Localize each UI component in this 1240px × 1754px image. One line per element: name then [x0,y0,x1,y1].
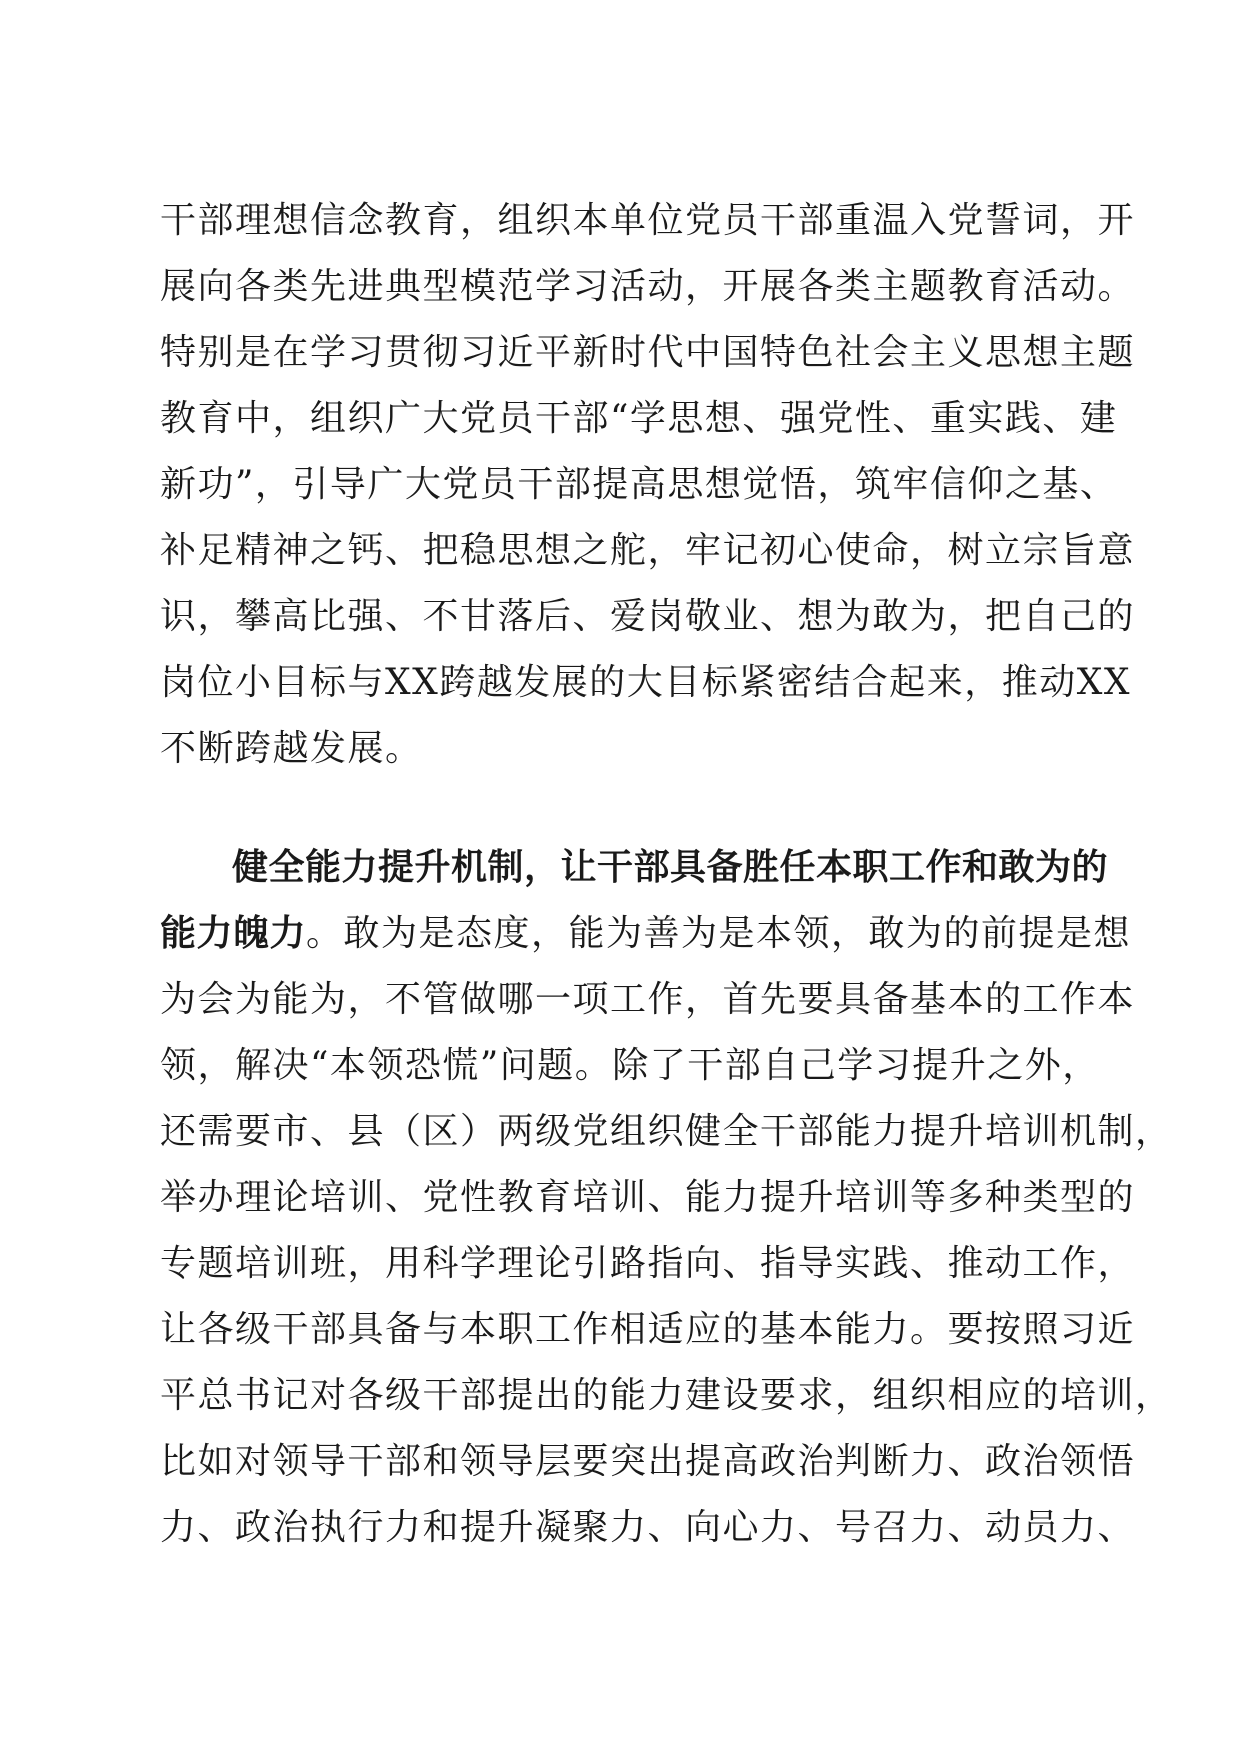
paragraph-1-line: 干部理想信念教育，组织本单位党员干部重温入党誓词，开 [160,200,1136,241]
paragraph-1-line: 特别是在学习贯彻习近平新时代中国特色社会主义思想主题 [160,332,1136,373]
paragraph-2-line: 让各级干部具备与本职工作相适应的基本能力。要按照习近 [160,1309,1136,1350]
section-heading-continued: 能力魄力 [160,913,307,954]
paragraph-1 [160,188,1136,782]
paragraph-1-line: 教育中，组织广大党员干部“学思想、强党性、重实践、建 [160,398,1118,439]
paragraph-1-line: 补足精神之钙、把稳思想之舵，牢记初心使命，树立宗旨意 [160,530,1136,571]
paragraph-2-line: 专题培训班，用科学理论引路指向、指导实践、推动工作， [160,1243,1136,1284]
paragraph-2-line: 为会为能为，不管做哪一项工作，首先要具备基本的工作本 [160,979,1136,1020]
paragraph-2 [160,835,1173,1561]
paragraph-1-line: 展向各类先进典型模范学习活动，开展各类主题教育活动。 [160,266,1136,307]
paragraph-2-line: 平总书记对各级干部提出的能力建设要求，组织相应的培训， [160,1375,1173,1416]
paragraph-2-second-line [160,901,1132,967]
paragraph-2-body-start: 。敢为是态度，能为善为是本领，敢为的前提是想 [306,913,1132,954]
paragraph-2-first-line [160,835,1109,901]
paragraph-1-line: 岗位小目标与XX跨越发展的大目标紧密结合起来，推动XX [160,662,1132,703]
paragraph-1-line: 识，攀高比强、不甘落后、爱岗敬业、想为敢为，把自己的 [160,596,1136,637]
paragraph-1-line: 不断跨越发展。 [160,728,423,769]
paragraph-2-line: 举办理论培训、党性教育培训、能力提升培训等多种类型的 [160,1177,1136,1218]
paragraph-2-line: 还需要市、县（区）两级党组织健全干部能力提升培训机制， [160,1111,1173,1152]
paragraph-2-line: 领，解决“本领恐慌”问题。除了干部自己学习提升之外， [160,1045,1100,1086]
paragraph-2-line: 力、政治执行力和提升凝聚力、向心力、号召力、动员力、 [160,1507,1136,1548]
paragraph-1-line: 新功”，引导广大党员干部提高思想觉悟，筑牢信仰之基、 [160,464,1118,505]
paragraph-2-line: 比如对领导干部和领导层要突出提高政治判断力、政治领悟 [160,1441,1136,1482]
section-heading: 健全能力提升机制，让干部具备胜任本职工作和敢为的 [232,847,1109,888]
